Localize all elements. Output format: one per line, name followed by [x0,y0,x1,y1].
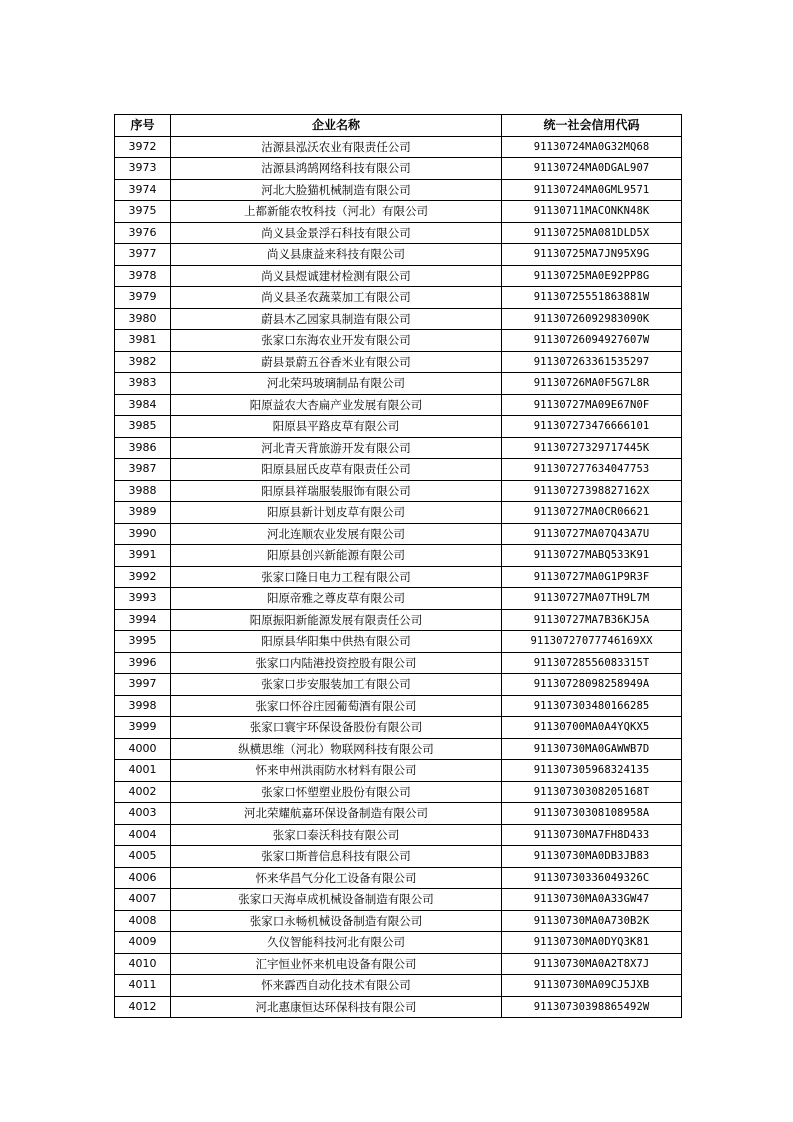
row-company-name-cell: 张家口怀谷庄园葡萄酒有限公司 [171,695,502,717]
row-index-cell: 4008 [115,910,171,932]
header-credit-code: 统一社会信用代码 [502,115,682,137]
row-company-name-cell: 怀来华昌气分化工设备有限公司 [171,867,502,889]
row-index-cell: 3993 [115,588,171,610]
row-credit-code-cell: 91130730398865492W [502,996,682,1018]
row-credit-code-cell: 91130727329717445K [502,437,682,459]
row-company-name-cell: 阳原县祥瑞服装服饰有限公司 [171,480,502,502]
table-row [115,351,682,373]
row-credit-code-cell: 91130711MACONKN48K [502,201,682,223]
row-company-name-cell: 河北荣玛玻璃制品有限公司 [171,373,502,395]
row-index-cell: 3974 [115,179,171,201]
table-row [115,201,682,223]
row-company-name-cell: 阳原益农大杏扁产业发展有限公司 [171,394,502,416]
row-index-cell: 3997 [115,674,171,696]
table-row [115,222,682,244]
row-credit-code-cell: 91130727MABQ533K91 [502,545,682,567]
table-row [115,824,682,846]
table-row [115,566,682,588]
row-company-name-cell: 阳原振阳新能源发展有限责任公司 [171,609,502,631]
table-row [115,717,682,739]
table-header-row [115,115,682,137]
table-row [115,373,682,395]
table-row [115,867,682,889]
table-row [115,244,682,266]
row-company-name-cell: 河北青天背旅游开发有限公司 [171,437,502,459]
row-company-name-cell: 张家口内陆港投资控股有限公司 [171,652,502,674]
row-index-cell: 4003 [115,803,171,825]
row-company-name-cell: 尚义县金景浮石科技有限公司 [171,222,502,244]
table-row [115,545,682,567]
table-row [115,416,682,438]
row-company-name-cell: 上都新能农牧科技（河北）有限公司 [171,201,502,223]
row-credit-code-cell: 91130727MA0CR06621 [502,502,682,524]
table-row [115,394,682,416]
row-index-cell: 3992 [115,566,171,588]
row-index-cell: 3972 [115,136,171,158]
row-company-name-cell: 沽源县鸿鹄网络科技有限公司 [171,158,502,180]
table-row [115,781,682,803]
row-credit-code-cell: 91130727MA0G1P9R3F [502,566,682,588]
row-index-cell: 3981 [115,330,171,352]
table-row [115,674,682,696]
row-credit-code-cell: 91130730336049326C [502,867,682,889]
table-row [115,502,682,524]
row-credit-code-cell: 91130726MA0F5G7L8R [502,373,682,395]
row-credit-code-cell: 91130727398827162X [502,480,682,502]
row-credit-code-cell: 91130724MA0G32MQ68 [502,136,682,158]
row-index-cell: 4005 [115,846,171,868]
row-credit-code-cell: 91130725MA0E92PP8G [502,265,682,287]
row-index-cell: 3979 [115,287,171,309]
row-company-name-cell: 张家口东海农业开发有限公司 [171,330,502,352]
row-company-name-cell: 张家口永畅机械设备制造有限公司 [171,910,502,932]
row-company-name-cell: 阳原县平路皮草有限公司 [171,416,502,438]
row-index-cell: 3999 [115,717,171,739]
table-row [115,523,682,545]
row-company-name-cell: 张家口隆日电力工程有限公司 [171,566,502,588]
table-row [115,158,682,180]
table-row [115,330,682,352]
table-row [115,437,682,459]
row-company-name-cell: 阳原县华阳集中供热有限公司 [171,631,502,653]
row-credit-code-cell: 91130730MA0DB3JB83 [502,846,682,868]
row-company-name-cell: 尚义县康益来科技有限公司 [171,244,502,266]
row-index-cell: 4009 [115,932,171,954]
table-row [115,889,682,911]
table-row [115,953,682,975]
row-company-name-cell: 张家口步安服装加工有限公司 [171,674,502,696]
row-index-cell: 4012 [115,996,171,1018]
row-company-name-cell: 张家口天海卓成机械设备制造有限公司 [171,889,502,911]
row-index-cell: 3991 [115,545,171,567]
row-credit-code-cell: 91130730MA0A33GW47 [502,889,682,911]
row-index-cell: 4004 [115,824,171,846]
row-credit-code-cell: 91130727MA09E67N0F [502,394,682,416]
row-credit-code-cell: 91130727MA07TH9L7M [502,588,682,610]
row-credit-code-cell: 911307273476666101 [502,416,682,438]
row-company-name-cell: 张家口斯普信息科技有限公司 [171,846,502,868]
table-row [115,480,682,502]
row-credit-code-cell: 91130730MA09CJ5JXB [502,975,682,997]
row-index-cell: 3990 [115,523,171,545]
row-company-name-cell: 阳原帝雅之尊皮草有限公司 [171,588,502,610]
row-credit-code-cell: 91130725MA7JN95X9G [502,244,682,266]
row-company-name-cell: 张家口泰沃科技有限公司 [171,824,502,846]
row-credit-code-cell: 91130700MA0A4YQKX5 [502,717,682,739]
row-company-name-cell: 阳原县创兴新能源有限公司 [171,545,502,567]
table-row [115,760,682,782]
row-credit-code-cell: 91130727MA07Q43A7U [502,523,682,545]
row-company-name-cell: 河北惠康恒达环保科技有限公司 [171,996,502,1018]
row-company-name-cell: 河北连顺农业发展有限公司 [171,523,502,545]
row-index-cell: 3994 [115,609,171,631]
row-credit-code-cell: 91130728556083315T [502,652,682,674]
row-index-cell: 4010 [115,953,171,975]
row-index-cell: 4000 [115,738,171,760]
row-company-name-cell: 怀来霹西自动化技术有限公司 [171,975,502,997]
row-credit-code-cell: 91130726094927607W [502,330,682,352]
row-company-name-cell: 阳原县新计划皮草有限公司 [171,502,502,524]
table-row [115,975,682,997]
table-row [115,846,682,868]
table-row [115,631,682,653]
table-row [115,652,682,674]
table-row [115,179,682,201]
row-company-name-cell: 沽源县泓沃农业有限责任公司 [171,136,502,158]
row-index-cell: 3995 [115,631,171,653]
row-index-cell: 3989 [115,502,171,524]
table-row [115,308,682,330]
row-index-cell: 3996 [115,652,171,674]
row-company-name-cell: 尚义县圣农蔬菜加工有限公司 [171,287,502,309]
row-company-name-cell: 蔚县景蔚五谷香米业有限公司 [171,351,502,373]
row-credit-code-cell: 91130728098258949A [502,674,682,696]
table-row [115,996,682,1018]
table-row [115,932,682,954]
row-credit-code-cell: 91130730308205168T [502,781,682,803]
row-credit-code-cell: 911307277634047753 [502,459,682,481]
row-index-cell: 3975 [115,201,171,223]
row-credit-code-cell: 911307305968324135 [502,760,682,782]
row-credit-code-cell: 91130725MA081DLD5X [502,222,682,244]
table-row [115,459,682,481]
row-company-name-cell: 张家口寰宇环保设备股份有限公司 [171,717,502,739]
row-credit-code-cell: 91130727077746169XX [502,631,682,653]
row-index-cell: 3984 [115,394,171,416]
row-credit-code-cell: 91130724MA0GML9571 [502,179,682,201]
row-index-cell: 3982 [115,351,171,373]
row-index-cell: 3987 [115,459,171,481]
row-credit-code-cell: 91130730308108958A [502,803,682,825]
row-credit-code-cell: 91130725551863881W [502,287,682,309]
table-row [115,265,682,287]
table-row [115,695,682,717]
row-company-name-cell: 蔚县木乙园家具制造有限公司 [171,308,502,330]
row-credit-code-cell: 91130730MA0DYQ3K81 [502,932,682,954]
row-company-name-cell: 河北荣耀航嘉环保设备制造有限公司 [171,803,502,825]
row-index-cell: 3985 [115,416,171,438]
row-index-cell: 3977 [115,244,171,266]
row-company-name-cell: 怀来申州洪雨防水材料有限公司 [171,760,502,782]
row-company-name-cell: 阳原县屈氏皮草有限责任公司 [171,459,502,481]
row-credit-code-cell: 91130730MA0A2T8X7J [502,953,682,975]
table-row [115,803,682,825]
table-row [115,609,682,631]
row-index-cell: 3973 [115,158,171,180]
row-company-name-cell: 久仪智能科技河北有限公司 [171,932,502,954]
row-index-cell: 3976 [115,222,171,244]
row-index-cell: 4011 [115,975,171,997]
row-index-cell: 4006 [115,867,171,889]
row-credit-code-cell: 911307303480166285 [502,695,682,717]
row-credit-code-cell: 91130726092983090K [502,308,682,330]
row-index-cell: 3980 [115,308,171,330]
table-row [115,588,682,610]
header-index: 序号 [115,115,171,137]
row-company-name-cell: 纵横思维（河北）物联网科技有限公司 [171,738,502,760]
row-index-cell: 4007 [115,889,171,911]
row-index-cell: 3986 [115,437,171,459]
row-index-cell: 3998 [115,695,171,717]
row-company-name-cell: 尚义县煜诚建材检测有限公司 [171,265,502,287]
table-row [115,287,682,309]
row-company-name-cell: 张家口怀塑塑业股份有限公司 [171,781,502,803]
enterprise-registry-table [114,114,682,1018]
row-credit-code-cell: 91130730MA0A730B2K [502,910,682,932]
table-row [115,738,682,760]
row-credit-code-cell: 91130730MA7FH8D433 [502,824,682,846]
row-index-cell: 3983 [115,373,171,395]
row-company-name-cell: 汇宇恒业怀来机电设备有限公司 [171,953,502,975]
table-row [115,136,682,158]
row-index-cell: 3978 [115,265,171,287]
row-index-cell: 4001 [115,760,171,782]
header-company-name: 企业名称 [171,115,502,137]
row-credit-code-cell: 91130724MA0DGAL907 [502,158,682,180]
row-index-cell: 3988 [115,480,171,502]
row-credit-code-cell: 91130727MA7B36KJ5A [502,609,682,631]
table-row [115,910,682,932]
row-credit-code-cell: 91130730MA0GAWWB7D [502,738,682,760]
row-company-name-cell: 河北大脸猫机械制造有限公司 [171,179,502,201]
row-index-cell: 4002 [115,781,171,803]
row-credit-code-cell: 911307263361535297 [502,351,682,373]
